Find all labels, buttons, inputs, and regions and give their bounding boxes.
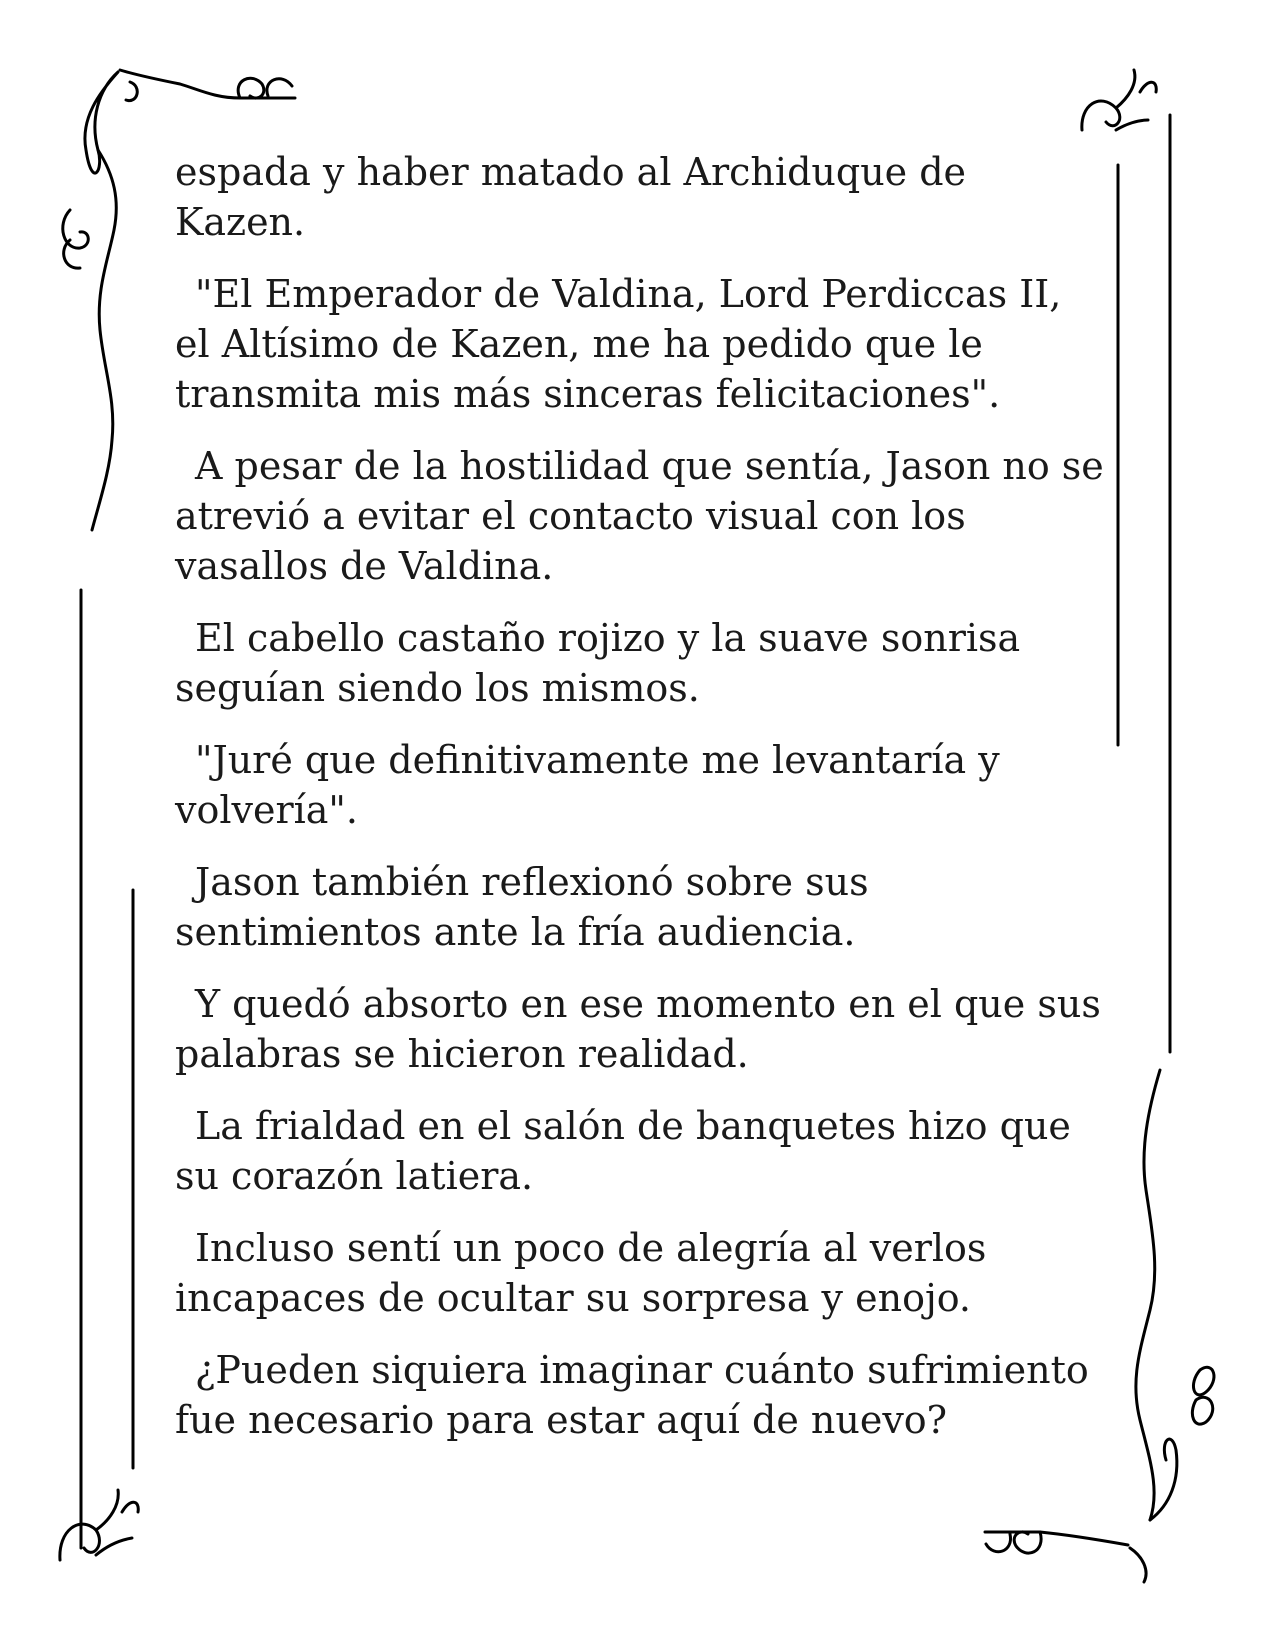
paragraph-8: La frialdad en el salón de banquetes hizo que su corazón latiera. — [175, 1104, 1071, 1198]
flourish-bottom-left-icon — [60, 1490, 138, 1560]
flourish-top-right-icon — [1082, 70, 1156, 130]
paragraph-5: "Juré que definitivamente me levantaría y volvería". — [175, 738, 1000, 832]
paragraph-6: Jason también reflexionó sobre sus sentimientos ante la fría audiencia. — [175, 860, 869, 954]
paragraph-3: A pesar de la hostilidad que sentía, Jason no se atrevió a evitar el contacto visual con los vasallos de Valdina. — [175, 444, 1104, 588]
story-text — [175, 147, 1105, 1467]
paragraph-4: El cabello castaño rojizo y la suave sonrisa seguían siendo los mismos. — [175, 616, 1021, 710]
paragraph-1: espada y haber matado al Archiduque de Kazen. — [175, 150, 967, 244]
paragraph-2: "El Emperador de Valdina, Lord Perdiccas II, el Altísimo de Kazen, me ha pedido que le transmita mis más sinceras felicitaciones". — [175, 272, 1062, 416]
paragraph-10: ¿Pueden siquiera imaginar cuánto sufrimiento fue necesario para estar aquí de nuevo? — [175, 1348, 1089, 1442]
paragraph-9: Incluso sentí un poco de alegría al verlos incapaces de ocultar su sorpresa y enojo. — [175, 1226, 987, 1320]
paragraph-7: Y quedó absorto en ese momento en el que sus palabras se hicieron realidad. — [175, 982, 1101, 1076]
